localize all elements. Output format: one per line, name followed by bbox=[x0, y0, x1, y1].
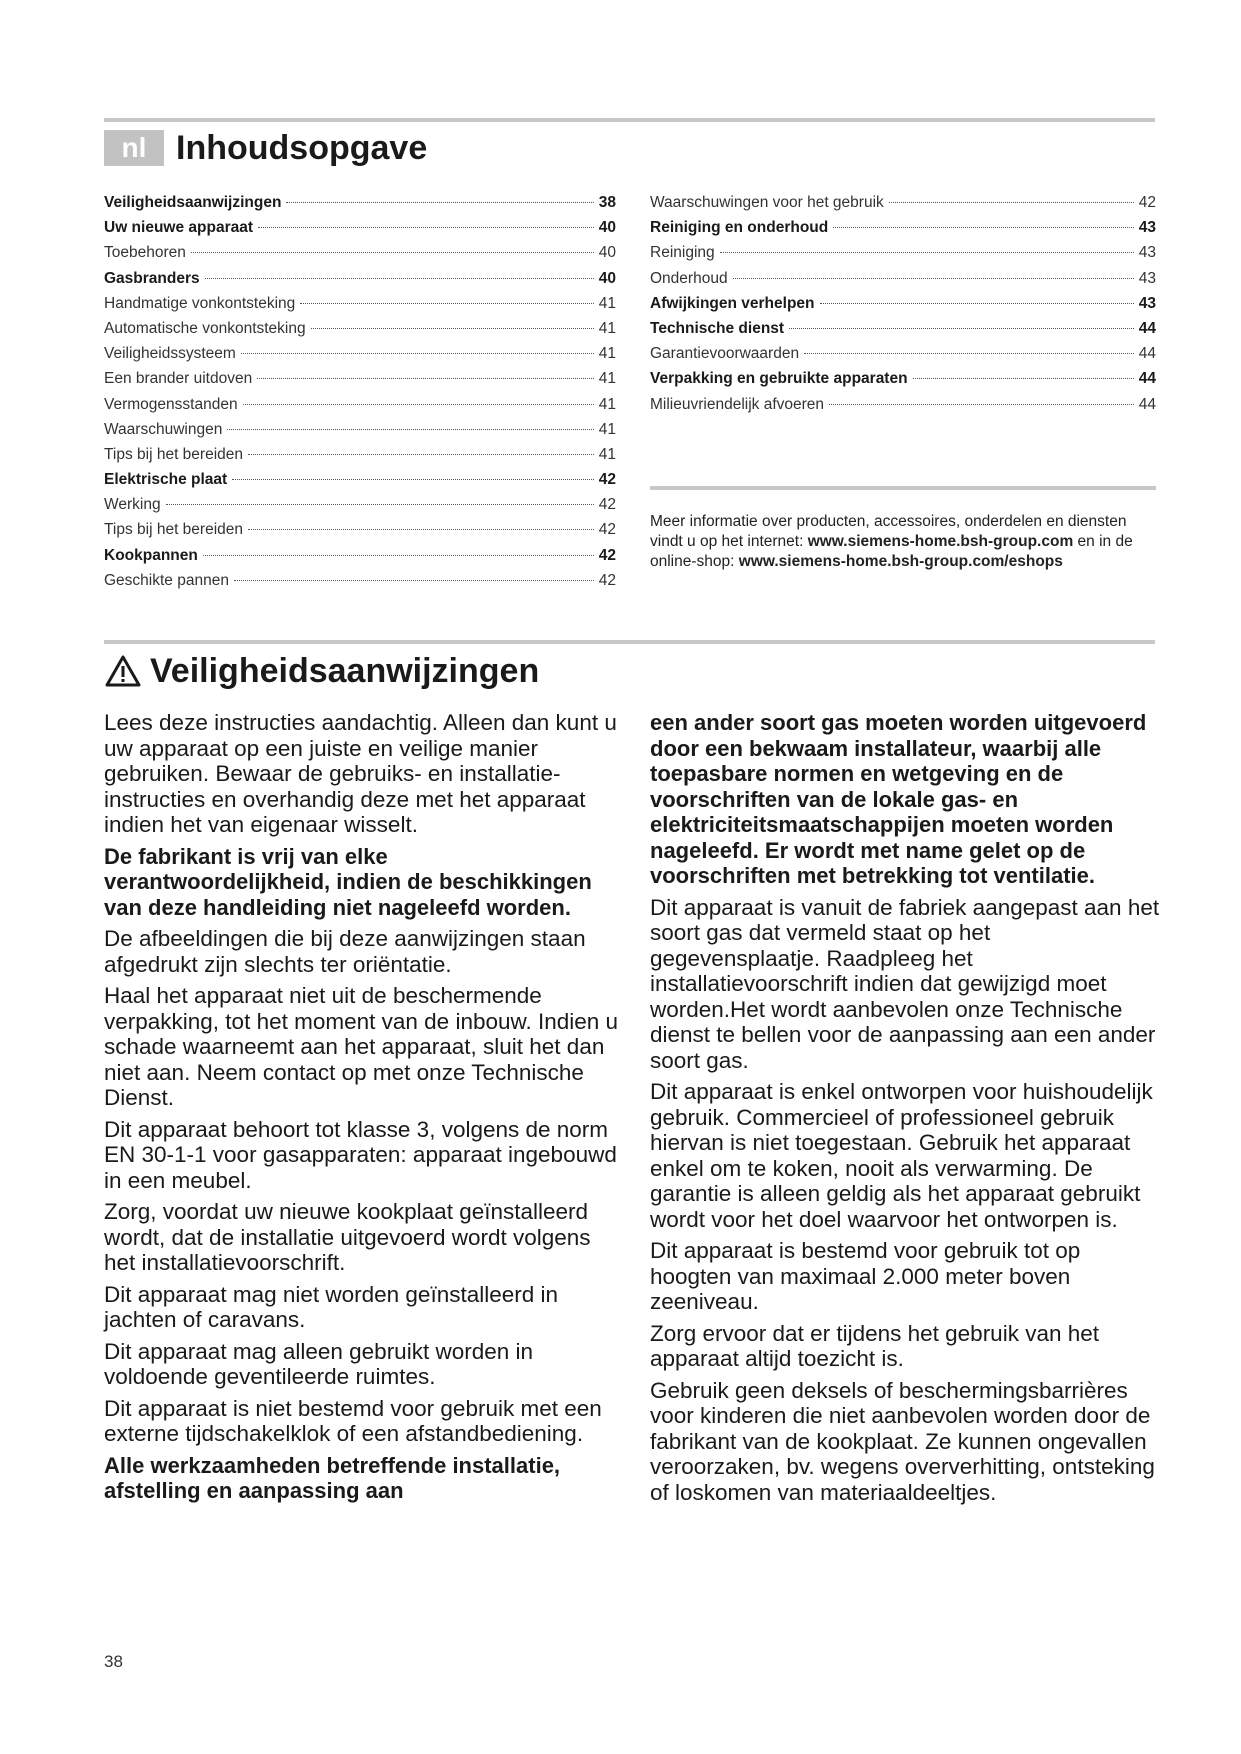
toc-entry-page: 41 bbox=[598, 345, 616, 363]
toc-entry-title: Handmatige vonkontsteking bbox=[104, 294, 296, 312]
toc-entry-title: Geschikte pannen bbox=[104, 571, 229, 589]
toc-entry-page: 43 bbox=[1138, 244, 1156, 262]
toc-entry-title: Toebehoren bbox=[104, 244, 186, 262]
toc-left-column bbox=[104, 194, 616, 597]
more-info-text bbox=[650, 512, 1156, 572]
body-paragraph: Dit apparaat is enkel ontworpen voor huishoudelijk gebruik. Commercieel of professioneel gebruik hiervan is niet toegestaan. Gebruik het apparaat enkel om te koken, nooit als verwarming. De garantie is alleen geldig als het apparaat gebruikt wordt voor het doel waarvoor het ontworpen is. bbox=[650, 1079, 1153, 1232]
toc-entry[interactable] bbox=[104, 370, 616, 395]
toc-entry-title: Werking bbox=[104, 496, 161, 514]
toc-entry-page: 41 bbox=[598, 294, 616, 312]
toc-leader-dots bbox=[205, 278, 594, 279]
toc-entry[interactable] bbox=[650, 194, 1156, 219]
toc-leader-dots bbox=[789, 328, 1134, 329]
body-paragraph: Haal het apparaat niet uit de beschermende verpakking, tot het moment van de inbouw. Indien u schade waarneemt aan het apparaat, sluit het dan niet aan. Neem contact op met onze Technische Dienst. bbox=[104, 983, 619, 1110]
toc-entry-page: 42 bbox=[598, 521, 616, 539]
warning-paragraph: een ander soort gas moeten worden uitgevoerd door een bekwaam installateur, waarbij alle toepasbare normen en wetgeving en de voorschriften van de lokale gas- en elektriciteitsmaatschappijen moeten worden nageleefd. Er wordt met name gelet op de voorschriften met betrekking tot ventilatie. bbox=[650, 710, 1147, 888]
toc-leader-dots bbox=[257, 378, 594, 379]
toc-entry[interactable] bbox=[650, 396, 1156, 421]
info-text-2: en in de online-shop: bbox=[650, 533, 1133, 570]
toc-entry[interactable] bbox=[650, 320, 1156, 345]
toc-leader-dots bbox=[820, 303, 1134, 304]
toc-entry-title: Een brander uitdoven bbox=[104, 370, 253, 388]
toc-entry-page: 42 bbox=[598, 471, 616, 489]
toc-entry-page: 40 bbox=[598, 269, 616, 287]
toc-entry-title: Tips bij het bereiden bbox=[104, 521, 244, 539]
toc-leader-dots bbox=[243, 404, 594, 405]
toc-entry-page: 42 bbox=[598, 571, 616, 589]
toc-leader-dots bbox=[234, 580, 594, 581]
toc-entry-page: 44 bbox=[1138, 345, 1156, 363]
toc-entry-title: Waarschuwingen voor het gebruik bbox=[650, 194, 884, 211]
body-paragraph: Gebruik geen deksels of beschermingsbarrières voor kinderen die niet aanbevolen worden door de fabrikant van de kookplaat. Ze kunnen ongevallen veroorzaken, bv. wegens oververhitting, ontsteking of loskomen van materiaaldeeltjes. bbox=[650, 1377, 1155, 1505]
toc-leader-dots bbox=[166, 504, 594, 505]
toc-entry[interactable] bbox=[650, 219, 1156, 244]
toc-entry-title: Kookpannen bbox=[104, 546, 198, 564]
toc-entry[interactable] bbox=[104, 471, 616, 496]
toc-entry-title: Veiligheidsaanwijzingen bbox=[104, 194, 282, 211]
toc-entry[interactable] bbox=[104, 219, 616, 244]
toc-entry[interactable] bbox=[104, 521, 616, 546]
toc-entry[interactable] bbox=[104, 320, 616, 345]
toc-entry-page: 40 bbox=[598, 244, 616, 262]
warning-paragraph: Alle werkzaamheden betreffende installatie, afstelling en aanpassing aan bbox=[104, 1452, 561, 1503]
toc-entry[interactable] bbox=[104, 421, 616, 446]
toc-leader-dots bbox=[248, 454, 594, 455]
toc-entry[interactable] bbox=[104, 396, 616, 421]
toc-leader-dots bbox=[227, 429, 593, 430]
toc-entry-page: 41 bbox=[598, 319, 616, 337]
body-paragraph: Zorg ervoor dat er tijdens het gebruik van het apparaat altijd toezicht is. bbox=[650, 1320, 1100, 1371]
toc-leader-dots bbox=[733, 278, 1134, 279]
toc-entry[interactable] bbox=[650, 370, 1156, 395]
toc-leader-dots bbox=[258, 227, 594, 228]
toc-entry[interactable] bbox=[104, 547, 616, 572]
body-paragraph: Dit apparaat is vanuit de fabriek aangepast aan het soort gas dat vermeld staat op het gegevensplaatje. Raadpleeg het installatievoorschrift indien dat gewijzigd moet worden.Het wordt aanbevolen onze Technische dienst te bellen voor de aanpassing aan een ander soort gas. bbox=[650, 894, 1160, 1073]
toc-entry-page: 44 bbox=[1138, 395, 1156, 413]
body-paragraph: Lees deze instructies aandachtig. Alleen dan kunt u uw apparaat op een juiste en veilige manier gebruiken. Bewaar de gebruiks- en installatie-instructies en overhandig deze met het apparaat indien het van eigenaar wisselt. bbox=[104, 710, 617, 837]
toc-entry[interactable] bbox=[650, 270, 1156, 295]
toc-entry-page: 42 bbox=[598, 496, 616, 514]
toc-entry-page: 44 bbox=[1138, 370, 1156, 388]
body-paragraph: Dit apparaat is bestemd voor gebruik tot op hoogten van maximaal 2.000 meter boven zeeniveau. bbox=[650, 1238, 1081, 1314]
toc-leader-dots bbox=[300, 303, 593, 304]
toc-entry[interactable] bbox=[104, 295, 616, 320]
toc-entry-page: 43 bbox=[1138, 219, 1156, 237]
toc-entry-title: Verpakking en gebruikte apparaten bbox=[650, 370, 908, 388]
toc-entry-page: 42 bbox=[598, 546, 616, 564]
toc-entry[interactable] bbox=[104, 345, 616, 370]
toc-entry-title: Waarschuwingen bbox=[104, 420, 223, 438]
toc-entry-page: 43 bbox=[1138, 294, 1156, 312]
toc-entry-page: 41 bbox=[598, 370, 616, 388]
toc-leader-dots bbox=[913, 378, 1134, 379]
safety-title-text: Veiligheidsaanwijzingen bbox=[150, 652, 540, 690]
toc-leader-dots bbox=[286, 202, 593, 203]
toc-entry-page: 40 bbox=[598, 219, 616, 237]
toc-leader-dots bbox=[829, 404, 1134, 405]
toc-title: Inhoudsopgave bbox=[176, 129, 428, 167]
body-paragraph: Zorg, voordat uw nieuwe kookplaat geïnstalleerd wordt, dat de installatie uitgevoerd wordt volgens het installatievoorschrift. bbox=[104, 1199, 591, 1275]
toc-entry-title: Gasbranders bbox=[104, 269, 200, 287]
body-paragraph: Dit apparaat mag alleen gebruikt worden in voldoende geventileerde ruimtes. bbox=[104, 1338, 534, 1389]
toc-entry[interactable] bbox=[104, 244, 616, 269]
toc-entry-title: Onderhoud bbox=[650, 269, 728, 287]
toc-leader-dots bbox=[248, 529, 594, 530]
toc-entry-page: 41 bbox=[598, 395, 616, 413]
toc-leader-dots bbox=[241, 353, 594, 354]
toc-right-column bbox=[650, 194, 1156, 421]
info-url-1[interactable]: www.siemens-home.bsh-group.com bbox=[807, 533, 1074, 550]
body-paragraph: Dit apparaat behoort tot klasse 3, volgens de norm EN 30-1-1 voor gasapparaten: apparaat ingebouwd in een meubel. bbox=[104, 1116, 617, 1193]
info-divider bbox=[650, 486, 1156, 490]
body-paragraph: Dit apparaat is niet bestemd voor gebruik met een externe tijdschakelklok of een afstandbediening. bbox=[104, 1395, 602, 1446]
toc-leader-dots bbox=[720, 252, 1134, 253]
safety-title bbox=[104, 648, 539, 694]
info-url-2[interactable]: www.siemens-home.bsh-group.com/eshops bbox=[738, 553, 1063, 570]
section-divider bbox=[104, 640, 1155, 644]
toc-entry-title: Automatische vonkontsteking bbox=[104, 319, 306, 337]
toc-entry-title: Veiligheidssysteem bbox=[104, 345, 236, 363]
warning-paragraph: De fabrikant is vrij van elke verantwoordelijkheid, indien de beschikkingen van deze handleiding niet nageleefd worden. bbox=[104, 843, 592, 920]
toc-entry-title: Technische dienst bbox=[650, 319, 785, 337]
toc-leader-dots bbox=[833, 227, 1134, 228]
toc-entry[interactable] bbox=[104, 194, 616, 219]
toc-entry[interactable] bbox=[650, 345, 1156, 370]
toc-entry[interactable] bbox=[104, 446, 616, 471]
toc-entry-title: Milieuvriendelijk afvoeren bbox=[650, 395, 825, 413]
toc-entry-title: Elektrische plaat bbox=[104, 471, 228, 489]
toc-entry-page: 43 bbox=[1138, 269, 1156, 287]
toc-entry-title: Reiniging bbox=[650, 244, 715, 262]
body-paragraph: De afbeeldingen die bij deze aanwijzingen staan afgedrukt zijn slechts ter oriëntatie. bbox=[104, 926, 586, 977]
toc-entry-title: Afwijkingen verhelpen bbox=[650, 294, 815, 312]
toc-entry-page: 42 bbox=[1138, 194, 1156, 211]
toc-leader-dots bbox=[203, 555, 594, 556]
safety-right-column bbox=[650, 710, 1160, 1511]
toc-entry-page: 41 bbox=[598, 445, 616, 463]
top-divider bbox=[104, 118, 1155, 122]
toc-entry[interactable] bbox=[104, 496, 616, 521]
toc-entry-title: Uw nieuwe apparaat bbox=[104, 219, 254, 237]
toc-entry-title: Tips bij het bereiden bbox=[104, 445, 244, 463]
toc-entry-title: Reiniging en onderhoud bbox=[650, 219, 829, 237]
toc-entry-title: Garantievoorwaarden bbox=[650, 345, 800, 363]
language-badge: nl bbox=[104, 130, 164, 166]
toc-leader-dots bbox=[889, 202, 1134, 203]
toc-leader-dots bbox=[191, 252, 594, 253]
toc-entry[interactable] bbox=[104, 270, 616, 295]
warning-triangle-icon bbox=[104, 654, 142, 688]
toc-leader-dots bbox=[804, 353, 1134, 354]
toc-entry[interactable] bbox=[650, 295, 1156, 320]
toc-entry-page: 44 bbox=[1138, 319, 1156, 337]
toc-entry[interactable] bbox=[104, 572, 616, 597]
toc-entry-page: 41 bbox=[598, 420, 616, 438]
toc-leader-dots bbox=[232, 479, 594, 480]
info-text-1: Meer informatie over producten, accessoires, onderdelen en diensten vindt u op het internet: bbox=[650, 513, 1127, 550]
toc-leader-dots bbox=[311, 328, 594, 329]
toc-entry[interactable] bbox=[650, 244, 1156, 269]
toc-entry-page: 38 bbox=[598, 194, 616, 211]
page-number: 38 bbox=[104, 1652, 123, 1671]
body-paragraph: Dit apparaat mag niet worden geïnstalleerd in jachten of caravans. bbox=[104, 1281, 559, 1332]
safety-left-column bbox=[104, 710, 619, 1510]
toc-entry-title: Vermogensstanden bbox=[104, 395, 238, 413]
